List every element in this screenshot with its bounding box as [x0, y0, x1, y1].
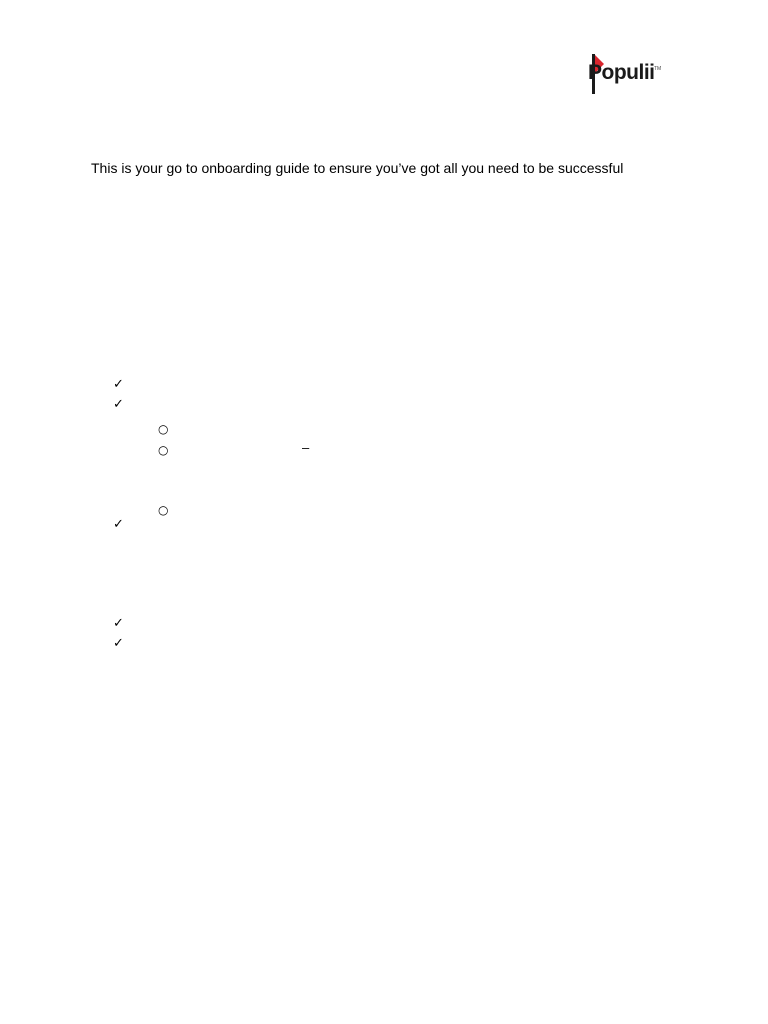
- sub-item-2-dash: –: [302, 440, 310, 455]
- logo-trademark: TM: [654, 66, 662, 72]
- checklist-item-5-check-icon: ✓: [113, 636, 124, 651]
- sub-item-1-bullet-icon: ○: [158, 422, 169, 436]
- checklist-item-4-check-icon: ✓: [113, 616, 124, 631]
- populii-logo: [586, 50, 666, 98]
- checklist-item-3-check-icon: ✓: [113, 517, 124, 532]
- checklist-item-1-check-icon: ✓: [113, 377, 124, 392]
- logo-wordmark: Populii: [588, 61, 655, 84]
- sub-item-3-bullet-icon: ○: [158, 503, 169, 517]
- checklist-item-2-check-icon: ✓: [113, 397, 124, 412]
- intro-paragraph: This is your go to onboarding guide to ensure you’ve got all you need to be successful: [91, 160, 624, 176]
- sub-item-2-bullet-icon: ○: [158, 443, 169, 457]
